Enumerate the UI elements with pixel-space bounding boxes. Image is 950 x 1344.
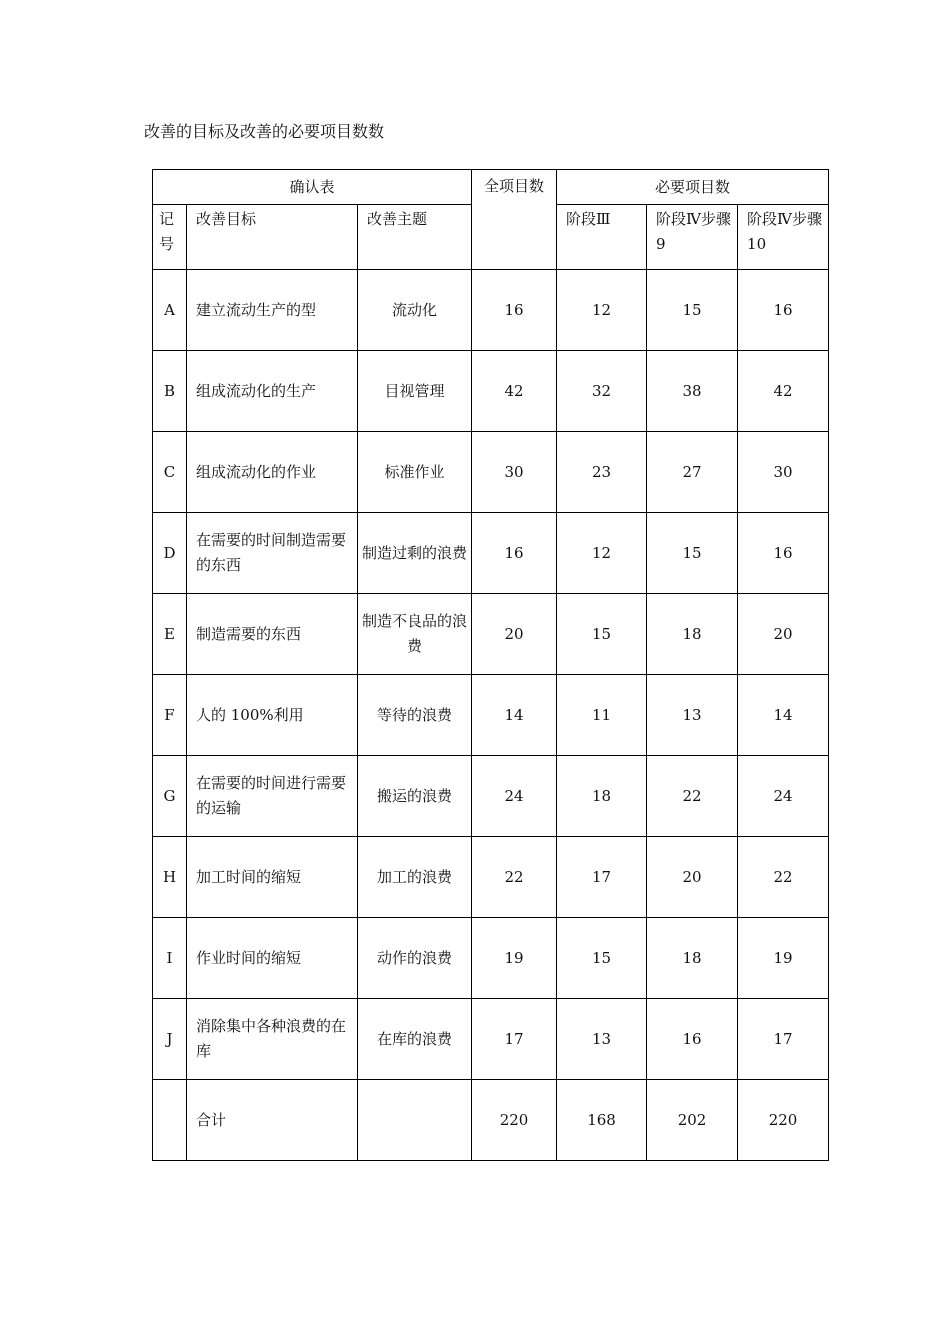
row-goal: 组成流动化的作业 xyxy=(187,432,358,513)
sum-label: 合计 xyxy=(187,1080,358,1161)
header-row-1 xyxy=(153,170,829,205)
confirm-table-header: 确认表 xyxy=(153,170,472,205)
row-stage4-step9: 22 xyxy=(647,756,738,837)
table-row xyxy=(153,270,829,351)
stage3-header: 阶段Ⅲ xyxy=(557,205,647,270)
row-stage4-step9: 27 xyxy=(647,432,738,513)
row-no: A xyxy=(153,270,187,351)
col-no-header: 记号 xyxy=(153,205,187,270)
required-items-header: 必要项目数 xyxy=(557,170,829,205)
col-theme-header: 改善主题 xyxy=(358,205,472,270)
row-stage4-step9: 15 xyxy=(647,513,738,594)
row-theme: 流动化 xyxy=(358,270,472,351)
row-no: I xyxy=(153,918,187,999)
sum-stage3: 168 xyxy=(557,1080,647,1161)
table-row xyxy=(153,999,829,1080)
row-stage4-step10: 24 xyxy=(738,756,829,837)
row-no: C xyxy=(153,432,187,513)
row-theme: 动作的浪费 xyxy=(358,918,472,999)
row-total: 30 xyxy=(472,432,557,513)
row-stage3: 17 xyxy=(557,837,647,918)
row-no: D xyxy=(153,513,187,594)
sum-stage4-step10: 220 xyxy=(738,1080,829,1161)
row-theme: 等待的浪费 xyxy=(358,675,472,756)
row-theme: 目视管理 xyxy=(358,351,472,432)
row-stage4-step10: 42 xyxy=(738,351,829,432)
row-total: 16 xyxy=(472,270,557,351)
row-stage3: 13 xyxy=(557,999,647,1080)
row-stage4-step9: 18 xyxy=(647,918,738,999)
row-stage4-step10: 22 xyxy=(738,837,829,918)
row-stage3: 12 xyxy=(557,513,647,594)
table-row xyxy=(153,432,829,513)
row-theme: 标准作业 xyxy=(358,432,472,513)
row-stage4-step9: 38 xyxy=(647,351,738,432)
improvement-items-table xyxy=(152,169,829,1161)
row-stage4-step9: 18 xyxy=(647,594,738,675)
table-row xyxy=(153,351,829,432)
page-title: 改善的目标及改善的必要项目数数 xyxy=(144,122,385,141)
table-row xyxy=(153,918,829,999)
sum-no-empty xyxy=(153,1080,187,1161)
col-goal-header: 改善目标 xyxy=(187,205,358,270)
row-total: 19 xyxy=(472,918,557,999)
row-stage4-step10: 19 xyxy=(738,918,829,999)
row-no: G xyxy=(153,756,187,837)
row-goal: 组成流动化的生产 xyxy=(187,351,358,432)
table-row xyxy=(153,837,829,918)
row-stage4-step9: 20 xyxy=(647,837,738,918)
row-no: B xyxy=(153,351,187,432)
row-total: 17 xyxy=(472,999,557,1080)
row-stage4-step10: 16 xyxy=(738,270,829,351)
row-theme: 制造过剩的浪费 xyxy=(358,513,472,594)
table-row xyxy=(153,675,829,756)
row-stage4-step10: 17 xyxy=(738,999,829,1080)
row-stage4-step10: 16 xyxy=(738,513,829,594)
row-goal: 加工时间的缩短 xyxy=(187,837,358,918)
stage4-step10-header: 阶段Ⅳ步骤 10 xyxy=(738,205,829,270)
sum-theme-empty xyxy=(358,1080,472,1161)
row-stage3: 11 xyxy=(557,675,647,756)
row-total: 20 xyxy=(472,594,557,675)
row-goal: 在需要的时间制造需要的东西 xyxy=(187,513,358,594)
sum-total: 220 xyxy=(472,1080,557,1161)
stage4-step9-header: 阶段Ⅳ步骤 9 xyxy=(647,205,738,270)
row-stage3: 12 xyxy=(557,270,647,351)
row-no: F xyxy=(153,675,187,756)
row-stage3: 15 xyxy=(557,594,647,675)
table-row xyxy=(153,594,829,675)
row-theme: 在库的浪费 xyxy=(358,999,472,1080)
row-no: E xyxy=(153,594,187,675)
row-goal: 消除集中各种浪费的在库 xyxy=(187,999,358,1080)
row-total: 24 xyxy=(472,756,557,837)
row-stage4-step10: 20 xyxy=(738,594,829,675)
row-goal: 在需要的时间进行需要的运输 xyxy=(187,756,358,837)
table-row xyxy=(153,756,829,837)
row-stage4-step10: 30 xyxy=(738,432,829,513)
row-stage3: 23 xyxy=(557,432,647,513)
row-total: 22 xyxy=(472,837,557,918)
row-goal: 人的 100%利用 xyxy=(187,675,358,756)
table-row xyxy=(153,513,829,594)
row-stage4-step9: 15 xyxy=(647,270,738,351)
row-stage3: 18 xyxy=(557,756,647,837)
row-goal: 制造需要的东西 xyxy=(187,594,358,675)
row-total: 16 xyxy=(472,513,557,594)
row-stage4-step9: 16 xyxy=(647,999,738,1080)
row-total: 14 xyxy=(472,675,557,756)
row-theme: 制造不良品的浪费 xyxy=(358,594,472,675)
row-theme: 搬运的浪费 xyxy=(358,756,472,837)
row-no: J xyxy=(153,999,187,1080)
row-total: 42 xyxy=(472,351,557,432)
row-stage3: 32 xyxy=(557,351,647,432)
row-goal: 建立流动生产的型 xyxy=(187,270,358,351)
sum-row xyxy=(153,1080,829,1161)
row-stage3: 15 xyxy=(557,918,647,999)
row-theme: 加工的浪费 xyxy=(358,837,472,918)
row-no: H xyxy=(153,837,187,918)
row-goal: 作业时间的缩短 xyxy=(187,918,358,999)
row-stage4-step9: 13 xyxy=(647,675,738,756)
row-stage4-step10: 14 xyxy=(738,675,829,756)
total-items-header: 全项目数 xyxy=(472,170,557,270)
sum-stage4-step9: 202 xyxy=(647,1080,738,1161)
